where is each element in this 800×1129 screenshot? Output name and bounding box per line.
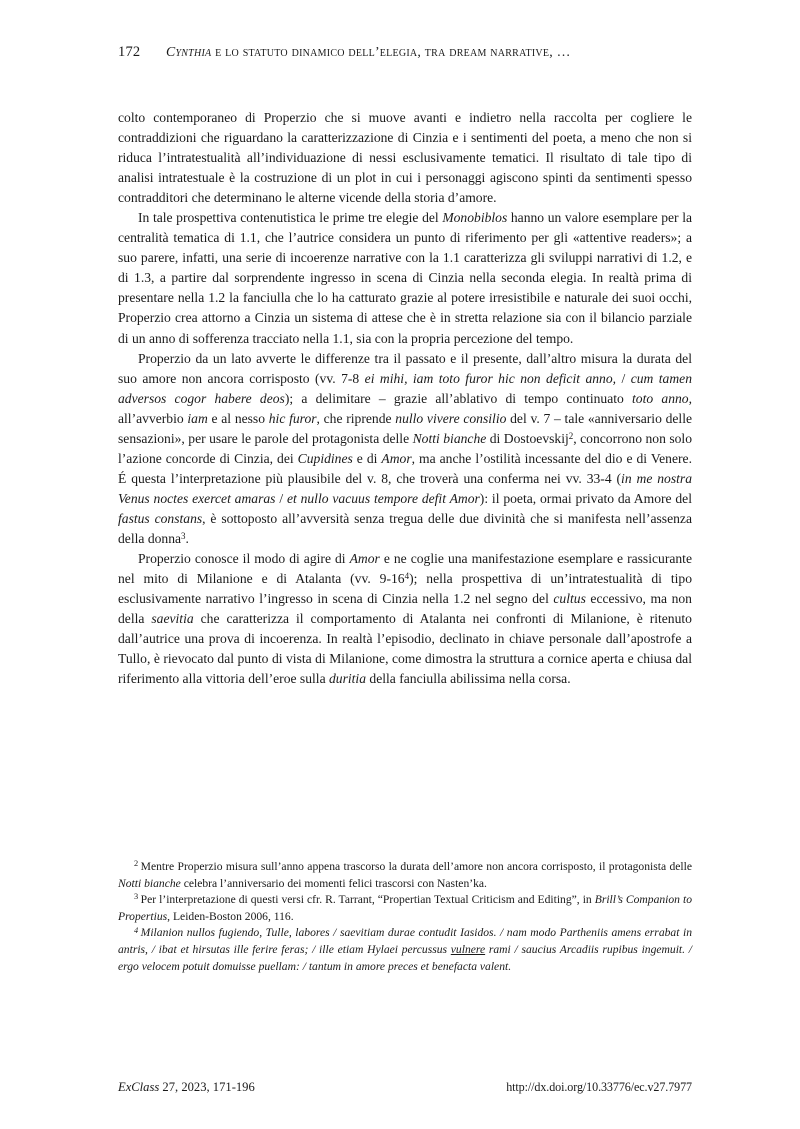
footnote-2 bbox=[118, 859, 692, 892]
page-footer bbox=[118, 1080, 692, 1095]
body-paragraph-1: colto contemporaneo di Properzio che si muove avanti e indietro nella raccolta per cogliere le contraddizioni che riguardano la caratterizzazione di Cinzia e i sentimenti del poeta, a meno che non si riduca l’intratestualità all’individuazione di nessi esclusivamente tematici. Il risultato di tale tipo di analisi intratestuale è la costruzione di un plot in cui i personaggi agiscono spinti da sentimenti spesso contradditori che determinano le alterne vicende della storia d’amore. bbox=[118, 110, 692, 206]
footnote-2-text: Mentre Properzio misura sull’anno appena trascorso la durata dell’amore non ancora corrisposto, il protagonista delle Notti bianche celebra l’anniversario dei momenti felici trascorsi con Nasten’ka. bbox=[118, 860, 692, 890]
footnote-4 bbox=[118, 925, 692, 975]
running-head-title-rest: e lo statuto dinamico dell’elegia, tra dream narrative, … bbox=[211, 44, 571, 59]
footnote-3 bbox=[118, 892, 692, 925]
body-paragraph-2: In tale prospettiva contenutistica le prime tre elegie del Monobiblos hanno un valore esemplare per la centralità tematica di 1.1, che l’autrice considera un punto di riferimento per gli «attentive readers»; a suo parere, infatti, una serie di incoerenze narrative con la 1.1 caratterizza gli sviluppi narrativi di 1.2, e di 1.3, a partire dal sorprendente ingresso in scena di Cinzia nella seconda elegia. In realtà prima di presentare nella 1.2 la fanciulla che lo ha catturato grazie al potere irresistibile e naturale dei suoi occhi, Properzio crea attorno a Cinzia un sistema di attese che è in stretta relazione sia con il bilancio parziale di un anno di sofferenza tracciato nella 1.1, sia con la propria percezione del tempo. bbox=[118, 210, 693, 346]
footnote-3-text: Per l’interpretazione di questi versi cfr. R. Tarrant, “Propertian Textual Criticism and Editing”, in Brill’s Companion to Propertius, Leiden-Boston 2006, 116. bbox=[118, 893, 693, 923]
footnote-4-text: Milanion nullos fugiendo, Tulle, labores / saevitiam durae contudit Iasidos. / nam modo Partheniis amens errabat in antris, / ibat et hirsutas ille ferire feras; / ille etiam Hylaei percussus vulnere rami / saucius Arcadiis rupibus ingemuit. / ergo velocem potuit domuisse puellam: / tantum in amore preces et benefacta valent. bbox=[118, 926, 692, 973]
footnote-4-marker: 4 bbox=[134, 925, 139, 935]
doi-link[interactable]: http://dx.doi.org/10.33776/ec.v27.7977 bbox=[506, 1080, 692, 1094]
body-text-block bbox=[118, 108, 692, 689]
running-head-title-italic: Cynthia bbox=[166, 44, 212, 59]
body-paragraph-4: Properzio conosce il modo di agire di Amor e ne coglie una manifestazione esemplare e rassicurante nel mito di Milanione e di Atalanta (vv. 9-16$^4$); nella prospettiva di un’intratestualità di tipo esclusivamente narrativo l’ingresso in scena di Cinzia nella 1.2 nel segno del cultus eccessivo, ma non della saevitia che caratterizza il comportamento di Atalanta nei confronti di Milanione, è ritenuto dall’autrice una prova di incoerenza. In realtà l’episodio, declinato in chiave personale dall’apostrofe a Tullo, è rievocato dal punto di vista di Milanione, come dimostra la struttura a cornice aperta e chiusa dal riferimento alla vittoria dell’eroe sulla duritia della fanciulla abilissima nella corsa. bbox=[118, 551, 692, 687]
body-paragraph-3: Properzio da un lato avverte le differenze tra il passato e il presente, dall’altro misura la durata del suo amore non ancora corrisposto (vv. 7-8 ei mihi, iam toto furor hic non deficit anno, / cum tamen adversos cogor habere deos); a delimitare – grazie all’ablativo di tempo continuato toto anno, all’avverbio iam e al nesso hic furor, che riprende nullo vivere consilio del v. 7 – tale «anniversario delle sensazioni», per usare le parole del protagonista delle Notti bianche di Dostoevskij$^2$, concorrono non solo l’azione concorde di Cinzia, dei Cupidines e di Amor, ma anche l’ostilità incessante del dio e di Venere. É questa l’interpretazione più plausibile del v. 8, che troverà una conferma nei vv. 33-4 (in me nostra Venus noctes exercet amaras / et nullo vacuus tempore defit Amor): il poeta, ormai privato da Amore del fastus constans, è sottoposto all’avversità senza tregua delle due divinità che si manifesta nell’assenza della donna$^3$. bbox=[118, 350, 693, 546]
running-head-title bbox=[166, 44, 571, 60]
running-head bbox=[118, 44, 692, 61]
journal-volume-pages: 27, 2023, 171-196 bbox=[159, 1080, 255, 1094]
journal-citation bbox=[118, 1080, 255, 1095]
journal-name: ExClass bbox=[118, 1080, 160, 1094]
footnote-2-marker: 2 bbox=[134, 859, 139, 869]
footnotes-block bbox=[118, 859, 692, 975]
page-folio-number: 172 bbox=[118, 44, 141, 60]
footnote-3-marker: 3 bbox=[134, 892, 139, 902]
